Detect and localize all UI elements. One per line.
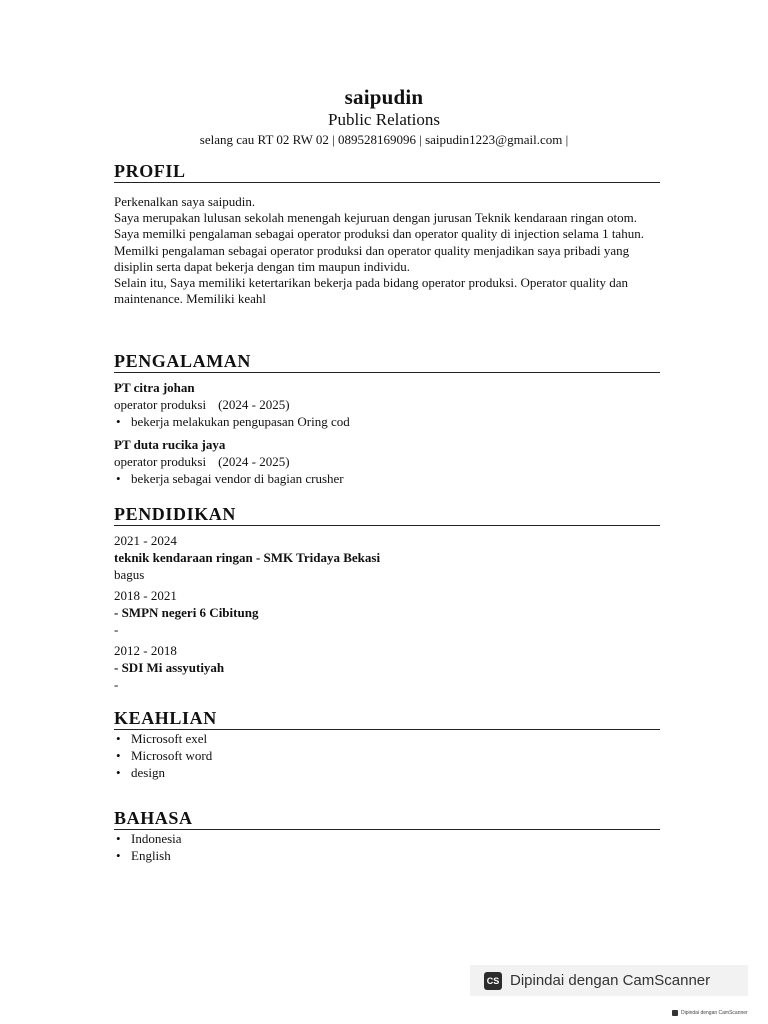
language-list — [114, 830, 660, 864]
skill-item — [114, 764, 660, 781]
candidate-name: saipudin — [344, 85, 424, 109]
job-bullet-text: bekerja melakukan pengupasan Oring cod — [131, 414, 350, 429]
contact-line: selang cau RT 02 RW 02 | 089528169096 | saipudin1223@gmail.com | — [199, 132, 569, 147]
education-note: - — [114, 677, 119, 692]
job-bullet-text: bekerja sebagai vendor di bagian crusher — [131, 471, 344, 486]
section-heading-profil: PROFIL — [114, 161, 660, 183]
section-heading-keahlian: KEAHLIAN — [114, 708, 660, 730]
camscanner-small-text: Dipindai dengan CamScanner — [681, 1010, 748, 1016]
skill-text: Microsoft word — [131, 748, 213, 763]
job-entry — [114, 436, 660, 487]
section-pengalaman — [114, 351, 660, 487]
language-text: English — [131, 848, 171, 863]
camscanner-logo-icon: CS — [484, 972, 502, 990]
resume-header — [0, 84, 768, 148]
language-item — [114, 847, 660, 864]
job-bullets — [114, 413, 660, 430]
education-school: - SMPN negeri 6 Cibitung — [114, 605, 259, 620]
education-note: bagus — [114, 567, 145, 582]
education-note: - — [114, 622, 119, 637]
education-entry — [114, 532, 660, 583]
section-pendidikan — [114, 504, 660, 693]
bullet-icon: • — [116, 731, 121, 746]
job-bullet-item — [114, 470, 660, 487]
education-entry — [114, 642, 660, 693]
job-bullet-item — [114, 413, 660, 430]
camscanner-small-watermark — [672, 1010, 748, 1016]
job-company: PT duta rucika jaya — [114, 437, 226, 452]
education-years: 2021 - 2024 — [114, 533, 177, 548]
bullet-icon: • — [116, 414, 121, 429]
job-company: PT citra johan — [114, 380, 195, 395]
skill-item — [114, 747, 660, 764]
language-text: Indonesia — [131, 831, 182, 846]
profile-line: Perkenalkan saya saipudin. — [114, 194, 256, 209]
language-item — [114, 830, 660, 847]
job-role-name: operator produksi — [114, 397, 207, 412]
job-role — [114, 453, 660, 470]
bullet-icon: • — [116, 831, 121, 846]
job-entry — [114, 379, 660, 430]
section-bahasa — [114, 808, 660, 864]
profile-line: Selain itu, Saya memiliki ketertarikan bekerja pada bidang operator produksi. Operator quality dan maintenance. Memiliki keahl — [114, 275, 629, 307]
job-bullets — [114, 470, 660, 487]
job-period: (2024 - 2025) — [218, 397, 290, 412]
education-school: - SDI Mi assyutiyah — [114, 660, 225, 675]
section-heading-bahasa: BAHASA — [114, 808, 660, 830]
section-keahlian — [114, 708, 660, 781]
education-school: teknik kendaraan ringan - SMK Tridaya Bekasi — [114, 550, 381, 565]
section-heading-pengalaman: PENGALAMAN — [114, 351, 660, 373]
skill-list — [114, 730, 660, 781]
profile-line: Saya merupakan lulusan sekolah menengah kejuruan dengan jurusan Teknik kendaraan ringan otom. Saya memilki pengalaman sebagai operator produksi dan operator quality di injection selama 1 tahun. Memilki pengalaman sebagai operator produksi dan operator quality menjadikan saya pribadi yang disiplin serta dapat bekerja dengan tim maupun individu. — [114, 210, 644, 274]
bullet-icon: • — [116, 765, 121, 780]
skill-text: Microsoft exel — [131, 731, 208, 746]
job-role — [114, 396, 660, 413]
job-period: (2024 - 2025) — [218, 454, 290, 469]
camscanner-text: Dipindai dengan CamScanner — [510, 972, 711, 989]
education-entry — [114, 587, 660, 638]
bullet-icon: • — [116, 471, 121, 486]
bullet-icon: • — [116, 848, 121, 863]
education-years: 2012 - 2018 — [114, 643, 177, 658]
bullet-icon: • — [116, 748, 121, 763]
candidate-title: Public Relations — [328, 110, 440, 129]
camscanner-watermark — [470, 965, 748, 996]
profile-text — [114, 194, 660, 307]
section-heading-pendidikan: PENDIDIKAN — [114, 504, 660, 526]
skill-item — [114, 730, 660, 747]
skill-text: design — [131, 765, 165, 780]
section-profil — [114, 161, 660, 307]
education-years: 2018 - 2021 — [114, 588, 177, 603]
job-role-name: operator produksi — [114, 454, 207, 469]
camscanner-mini-icon — [672, 1010, 678, 1016]
